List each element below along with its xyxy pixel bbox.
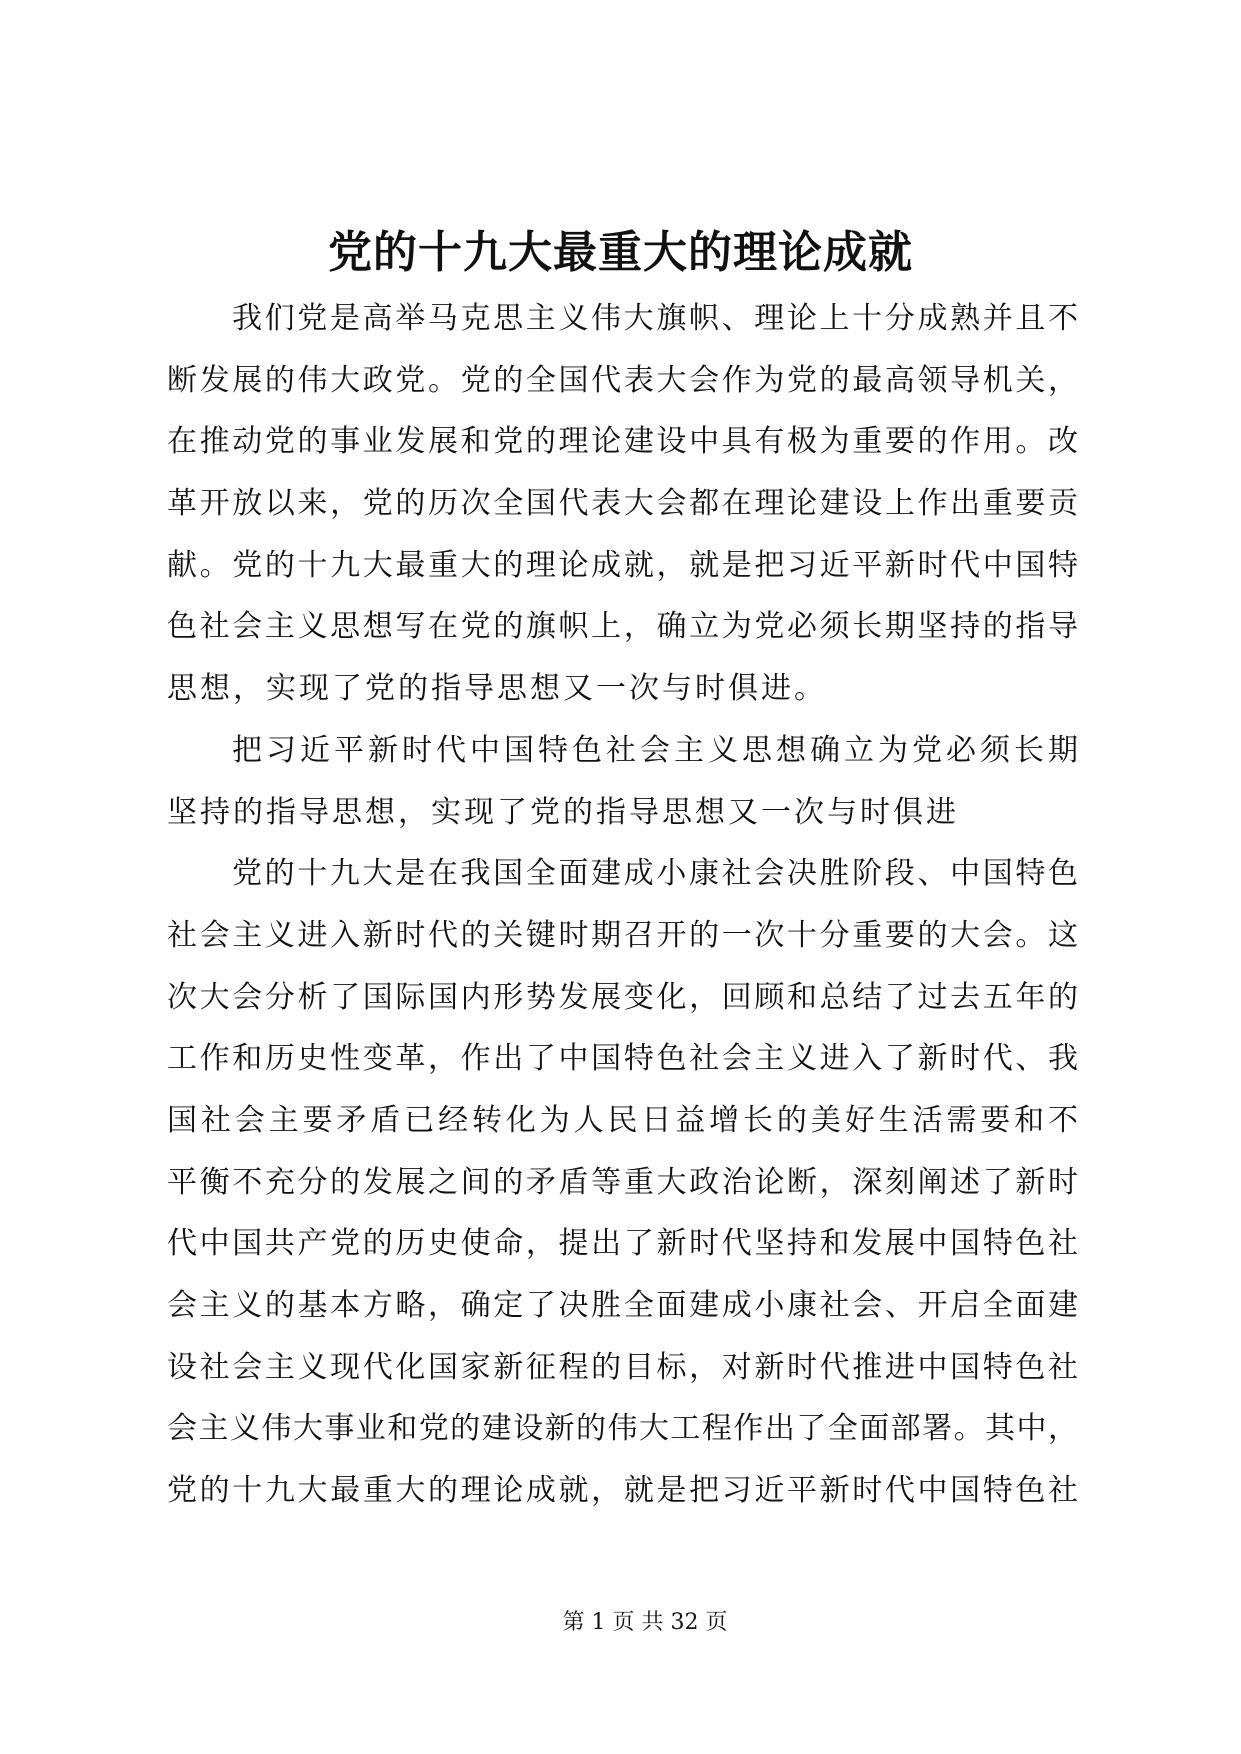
- paragraph-3-line: 党的十九大最重大的理论成就，就是把习近平新时代中国特色社: [167, 1473, 1078, 1509]
- paragraph-3-line: 平衡不充分的发展之间的矛盾等重大政治论断，深刻阐述了新时: [167, 1164, 1078, 1200]
- document-title: 党的十九大最重大的理论成就: [328, 227, 913, 278]
- paragraph-1-line: 我们党是高举马克思主义伟大旗帜、理论上十分成熟并且不: [232, 301, 1078, 336]
- paragraph-3-line: 国社会主要矛盾已经转化为人民日益增长的美好生活需要和不: [167, 1102, 1078, 1138]
- paragraph-3-line: 设社会主义现代化国家新征程的目标，对新时代推进中国特色社: [167, 1349, 1078, 1385]
- paragraph-3-line: 次大会分析了国际国内形势发展变化，回顾和总结了过去五年的: [167, 979, 1078, 1015]
- paragraph-3-line: 党的十九大是在我国全面建成小康社会决胜阶段、中国特色: [232, 856, 1078, 892]
- paragraph-1-line: 断发展的伟大政党。党的全国代表大会作为党的最高领导机关，: [167, 362, 1078, 398]
- page-footer: 第 1 页 共 32 页: [562, 1610, 728, 1635]
- paragraph-1-line: 在推动党的事业发展和党的理论建设中具有极为重要的作用。改: [167, 424, 1078, 460]
- paragraph-3-line: 工作和历史性变革，作出了中国特色社会主义进入了新时代、我: [167, 1041, 1078, 1077]
- paragraph-2-line: 坚持的指导思想，实现了党的指导思想又一次与时俱进: [167, 794, 959, 830]
- document-body: [167, 288, 1078, 1522]
- paragraph-3-line: 代中国共产党的历史使命，提出了新时代坚持和发展中国特色社: [167, 1226, 1078, 1262]
- paragraph-3-line: 会主义伟大事业和党的建设新的伟大工程作出了全面部署。其中，: [167, 1411, 1078, 1447]
- paragraph-1-line: 献。党的十九大最重大的理论成就，就是把习近平新时代中国特: [167, 547, 1078, 583]
- paragraph-3-line: 社会主义进入新时代的关键时期召开的一次十分重要的大会。这: [167, 917, 1078, 953]
- paragraph-1-line: 思想，实现了党的指导思想又一次与时俱进。: [167, 671, 827, 707]
- paragraph-1-line: 色社会主义思想写在党的旗帜上，确立为党必须长期坚持的指导: [167, 609, 1078, 645]
- paragraph-3-line: 会主义的基本方略，确定了决胜全面建成小康社会、开启全面建: [167, 1288, 1078, 1323]
- paragraph-1-line: 革开放以来，党的历次全国代表大会都在理论建设上作出重要贡: [167, 486, 1078, 522]
- paragraph-2-line: 把习近平新时代中国特色社会主义思想确立为党必须长期: [232, 732, 1078, 768]
